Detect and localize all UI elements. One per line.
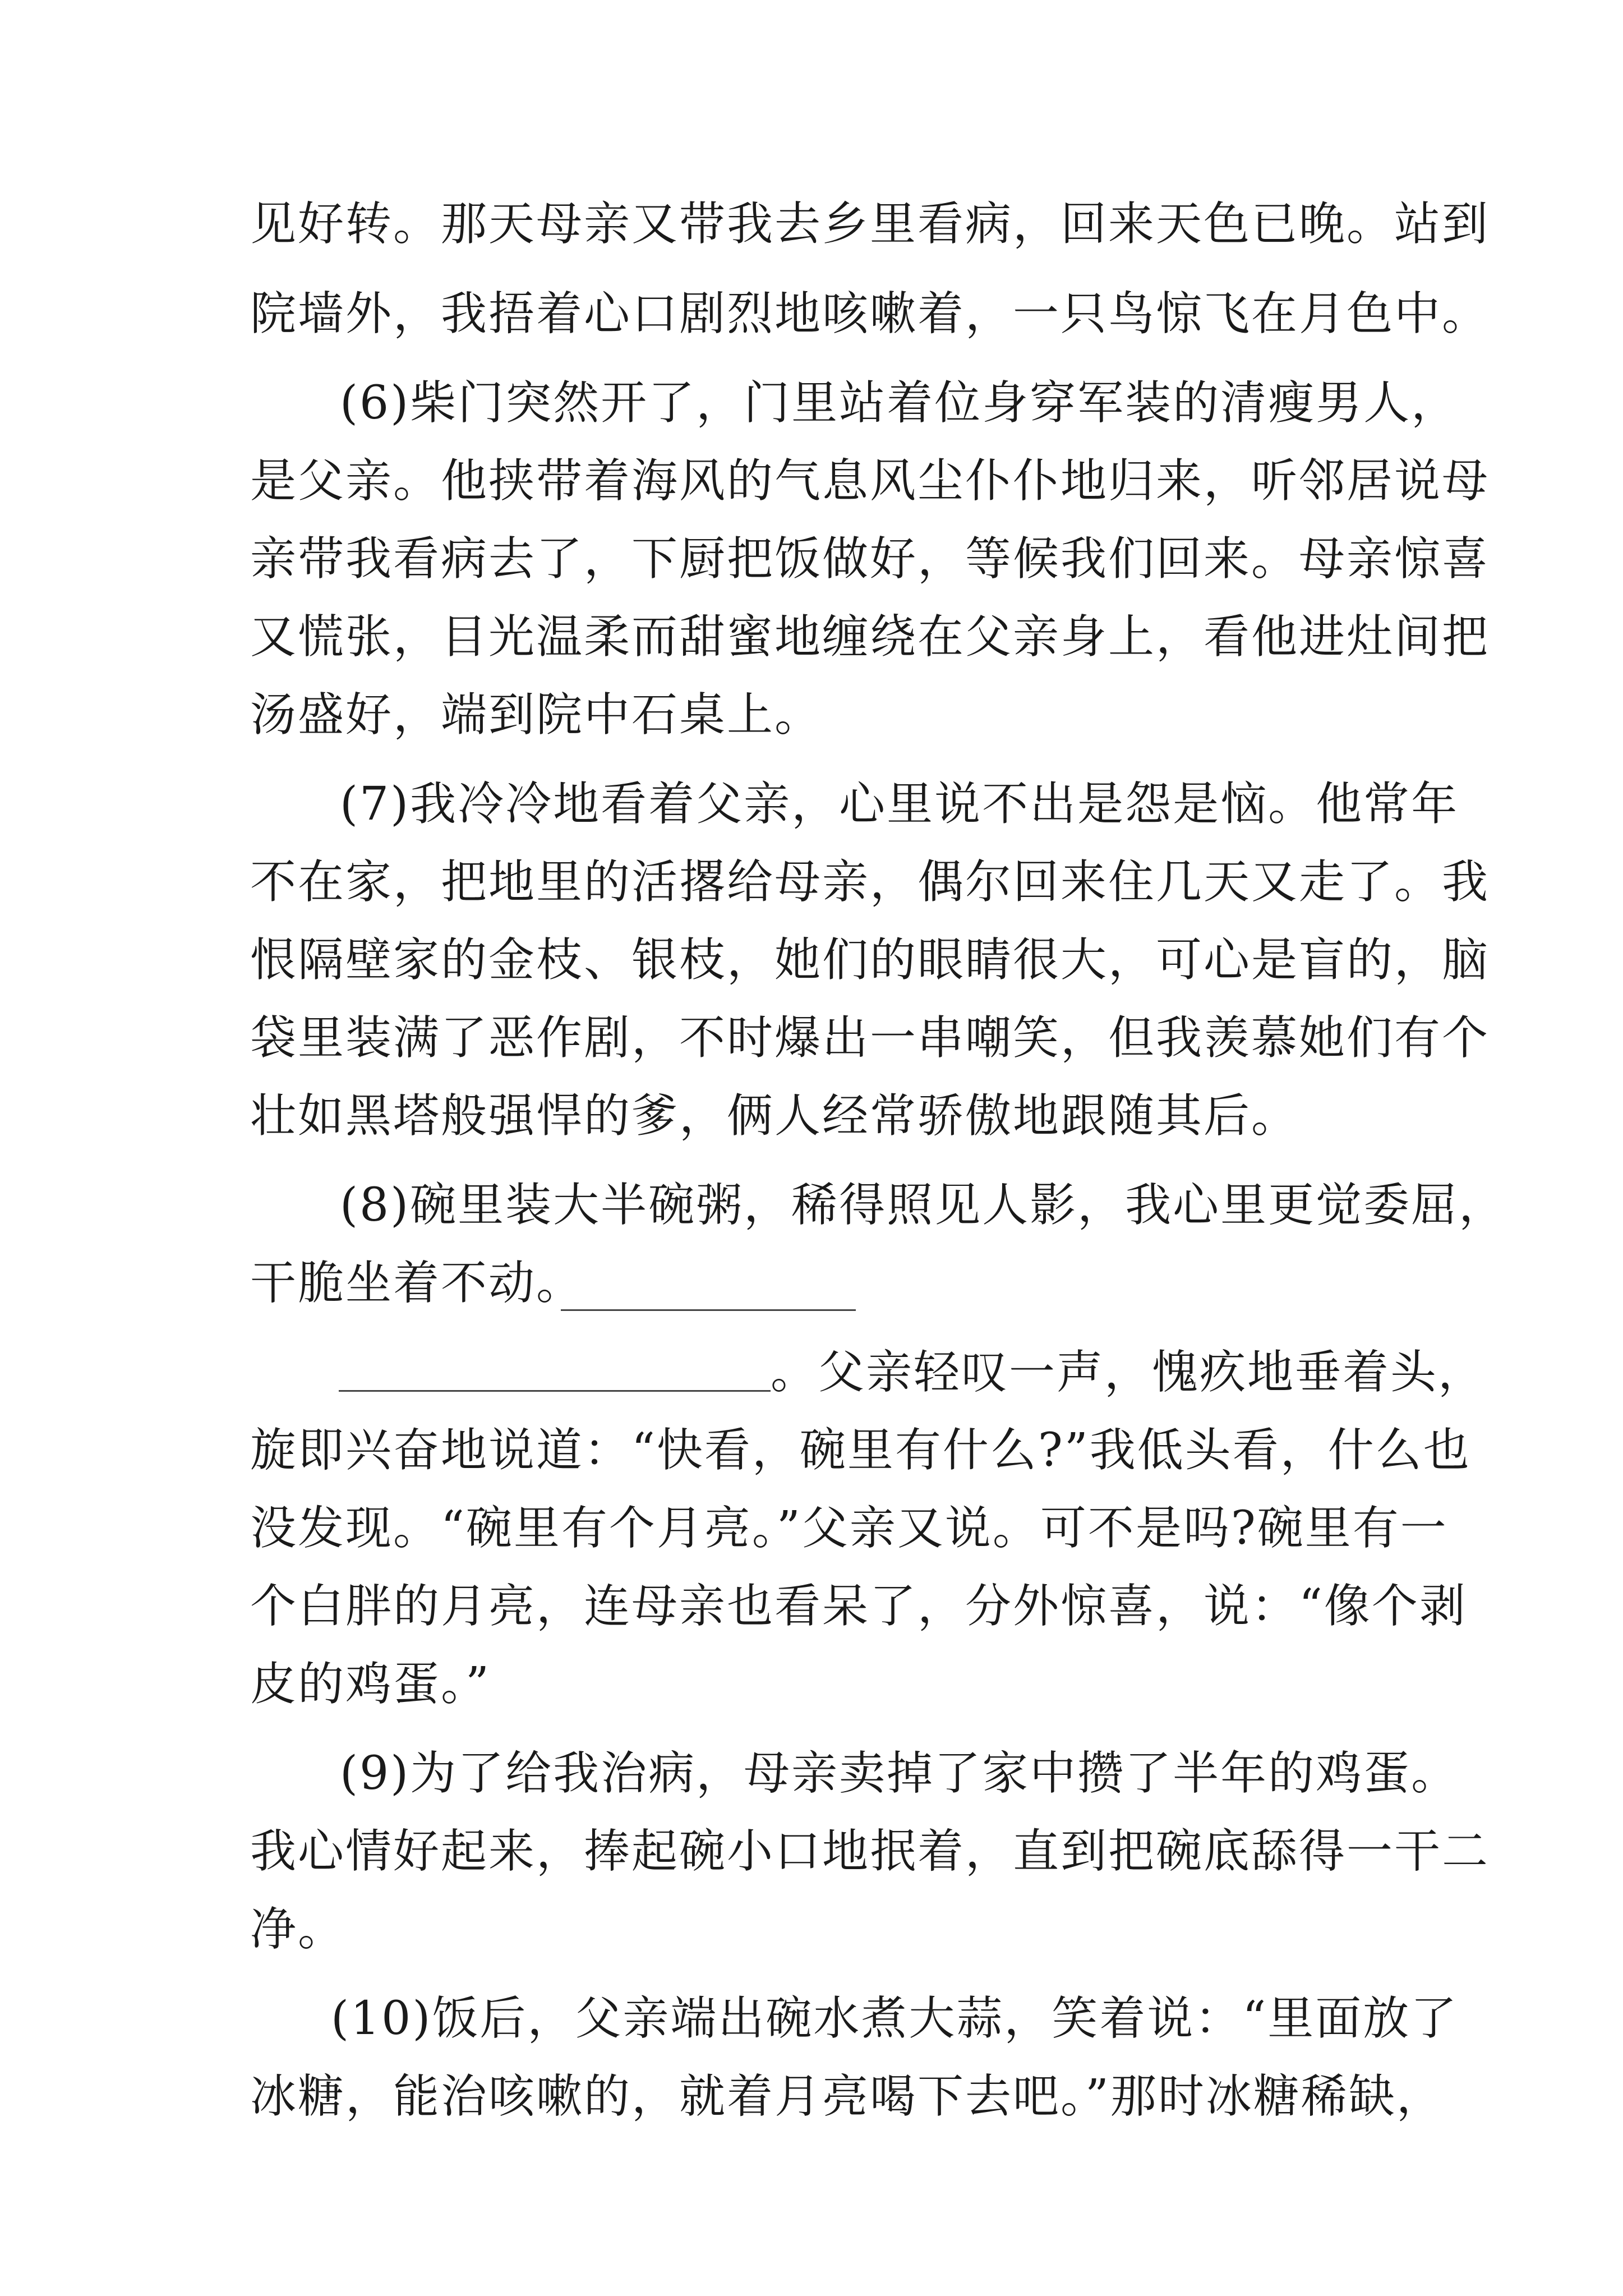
paragraph-6-start: (6)柴门突然开了，门里站着位身穿军装的清瘦男人，: [340, 376, 1459, 430]
text-line: 冰糖，能治咳嗽的，就着月亮喝下去吧。”那时冰糖稀缺，: [250, 2070, 1444, 2123]
text-line: 不在家，把地里的活撂给母亲，偶尔回来住几天又走了。我: [250, 855, 1490, 909]
text-line: 我心情好起来，捧起碗小口地抿着，直到把碗底舔得一干二: [250, 1825, 1490, 1878]
fill-in-blank-line: [339, 1390, 771, 1392]
text-line: 干脆坐着不动。: [250, 1257, 584, 1310]
text-line: 个白胖的月亮，连母亲也看呆了，分外惊喜，说：“像个剥: [250, 1580, 1467, 1633]
paragraph-8-start: (8)碗里装大半碗粥，稀得照见人影，我心里更觉委屈，: [340, 1179, 1507, 1232]
text-line: 见好转。那天母亲又带我去乡里看病，回来天色已晚。站到: [250, 197, 1490, 251]
text-line: 净。: [250, 1903, 346, 1956]
text-line: 亲带我看病去了，下厨把饭做好，等候我们回来。母亲惊喜: [250, 532, 1490, 586]
fill-in-blank-line: [561, 1309, 856, 1311]
text-line: 汤盛好，端到院中石桌上。: [250, 688, 823, 742]
text-line: 。父亲轻叹一声，愧疚地垂着头，: [771, 1346, 1486, 1399]
text-line: 壮如黑塔般强悍的爹，俩人经常骄傲地跟随其后。: [250, 1089, 1299, 1143]
text-line: 旋即兴奋地说道：“快看，碗里有什么?”我低头看，什么也: [250, 1424, 1471, 1477]
paragraph-7-start: (7)我冷冷地看着父亲，心里说不出是怨是恼。他常年: [340, 777, 1459, 831]
paragraph-9-start: (9)为了给我治病，母亲卖掉了家中攒了半年的鸡蛋。: [340, 1747, 1459, 1800]
paragraph-10-start: (10)饭后，父亲端出碗水煮大蒜，笑着说：“里面放了: [331, 1992, 1459, 2045]
text-line: 是父亲。他挟带着海风的气息风尘仆仆地归来，听邻居说母: [250, 454, 1490, 508]
text-line: 袋里装满了恶作剧，不时爆出一串嘲笑，但我羡慕她们有个: [250, 1011, 1490, 1065]
text-line: 没发现。“碗里有个月亮。”父亲又说。可不是吗?碗里有一: [250, 1502, 1448, 1555]
text-line: 皮的鸡蛋。”: [250, 1658, 491, 1711]
text-line: 院墙外，我捂着心口剧烈地咳嗽着，一只鸟惊飞在月色中。: [250, 287, 1490, 341]
text-line: 恨隔壁家的金枝、银枝，她们的眼睛很大，可心是盲的，脑: [250, 933, 1490, 987]
text-line: 又慌张，目光温柔而甜蜜地缠绕在父亲身上，看他进灶间把: [250, 610, 1490, 664]
